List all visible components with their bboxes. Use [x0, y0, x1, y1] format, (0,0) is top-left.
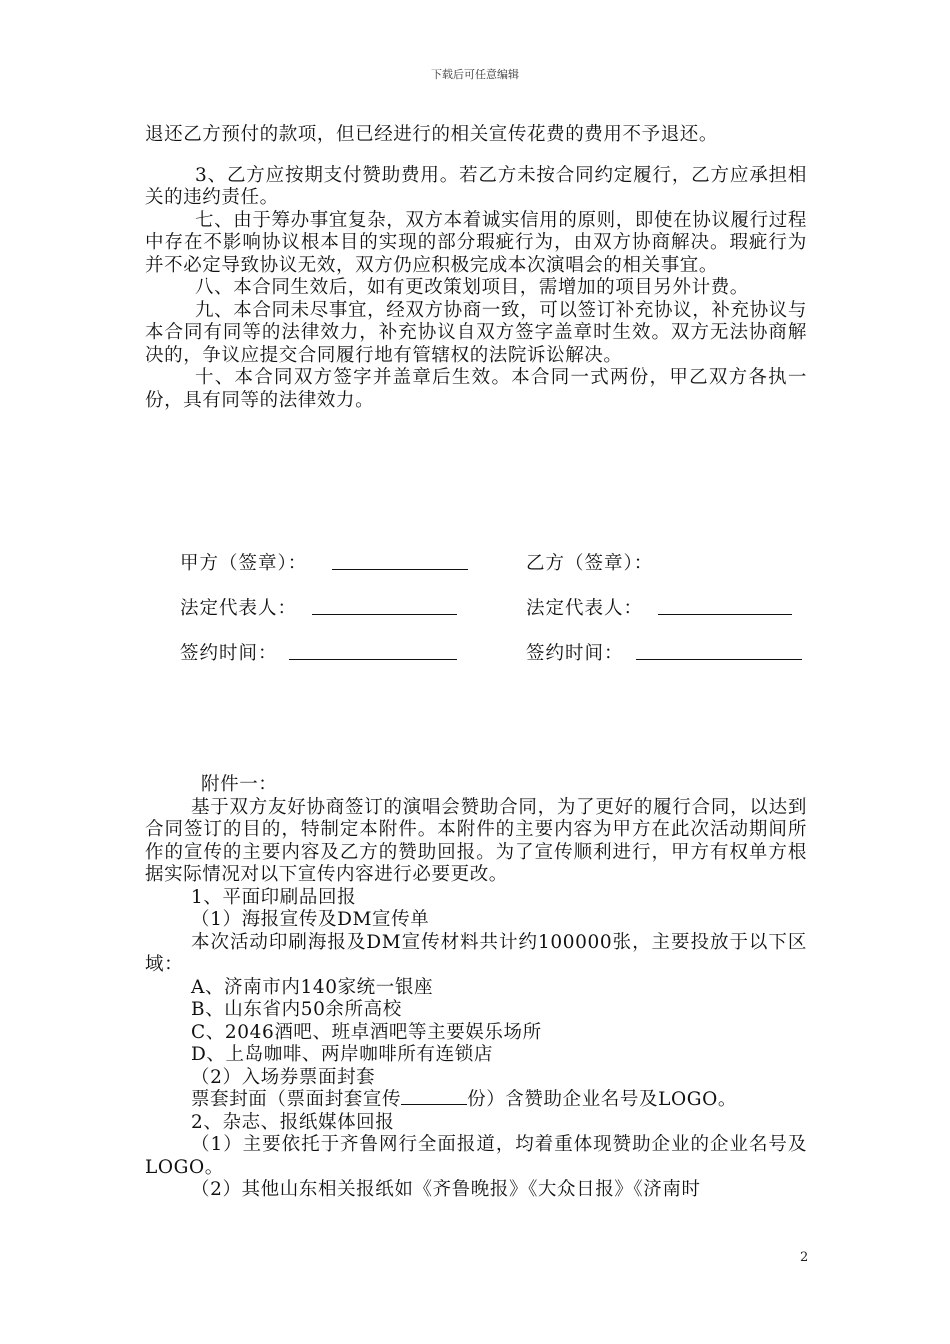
- date-a-line: [289, 659, 457, 660]
- date-a-label: 签约时间：: [180, 643, 278, 664]
- party-b-label: 乙方（签章）：: [526, 553, 654, 574]
- annex-section-1-2-text: [145, 1089, 807, 1112]
- clause-7: 七、由于筹办事宜复杂，双方本着诚实信用的原则，即使在协议履行过程中存在不影响协议根本目的实现的部分瑕疵行为，由双方协商解决。瑕疵行为并不必定导致协议无效，双方仍应积极完成本次演唱会的相关事宜。: [145, 209, 807, 276]
- area-item: C、2046酒吧、班卓酒吧等主要娱乐场所: [191, 1021, 542, 1043]
- ticket-text-b: 份）含赞助企业名号及LOGO。: [467, 1089, 738, 1110]
- annex-title: 附件一：: [201, 774, 278, 795]
- area-item: B、山东省内50余所高校: [191, 999, 402, 1020]
- annex-section-1-1-text: 本次活动印刷海报及DM宣传材料共计约100000张，主要投放于以下区域：: [145, 931, 807, 975]
- rep-b-label: 法定代表人：: [526, 598, 644, 619]
- ticket-text-a: 票套封面（票面封套宣传: [191, 1089, 402, 1110]
- annex-intro: 基于双方友好协商签订的演唱会赞助合同，为了更好的履行合同，以达到合同签订的目的，特制定本附件。本附件的主要内容为甲方在此次活动期间所作的宣传的主要内容及乙方的赞助回报。为了宣传顺利进行，甲方有权单方根据实际情况对以下宣传内容进行必要更改。: [145, 796, 807, 885]
- page-header: 下载后可任意编辑: [431, 68, 519, 81]
- annex-section-1-1: （1）海报宣传及DM宣传单: [191, 909, 430, 930]
- annex-section-2: 2、杂志、报纸媒体回报: [191, 1111, 395, 1133]
- date-b-label: 签约时间：: [526, 643, 624, 664]
- rep-a-label: 法定代表人：: [180, 598, 298, 619]
- clause-continuation: 退还乙方预付的款项，但已经进行的相关宣传花费的费用不予退还。: [145, 124, 719, 145]
- rep-a-line: [312, 614, 457, 615]
- rep-b-line: [658, 614, 792, 615]
- annex-section-1: 1、平面印刷品回报: [191, 886, 357, 908]
- contract-clauses: [145, 124, 807, 412]
- page-number: 2: [800, 1250, 809, 1265]
- party-a-line: [332, 569, 468, 570]
- party-a-label: 甲方（签章）：: [180, 553, 308, 574]
- clause-3: 3、乙方应按期支付赞助费用。若乙方未按合同约定履行，乙方应承担相关的违约责任。: [145, 164, 807, 208]
- area-item: A、济南市内140家统一银座: [191, 976, 434, 998]
- annex-section-2-2: （2）其他山东相关报纸如《齐鲁晚报》《大众日报》《济南时: [191, 1179, 701, 1200]
- copies-blank: [401, 1089, 467, 1105]
- date-b-line: [636, 659, 802, 660]
- clause-9: 九、本合同未尽事宜，经双方协商一致，可以签订补充协议，补充协议与本合同有同等的法律效力，补充协议自双方签字盖章时生效。双方无法协商解决的，争议应提交合同履行地有管辖权的法院诉讼解决。: [145, 299, 807, 366]
- annex-section-1-2: （2）入场券票面封套: [191, 1066, 376, 1088]
- area-item: D、上岛咖啡、两岸咖啡所有连锁店: [191, 1044, 493, 1065]
- clause-10: 十、本合同双方签字并盖章后生效。本合同一式两份，甲乙双方各执一份，具有同等的法律效力。: [145, 367, 807, 411]
- annex: [145, 774, 807, 1202]
- annex-section-2-1: （1）主要依托于齐鲁网行全面报道，均着重体现赞助企业的企业名号及LOGO。: [145, 1134, 807, 1178]
- clause-8: 八、本合同生效后，如有更改策划项目，需增加的项目另外计费。: [195, 277, 749, 298]
